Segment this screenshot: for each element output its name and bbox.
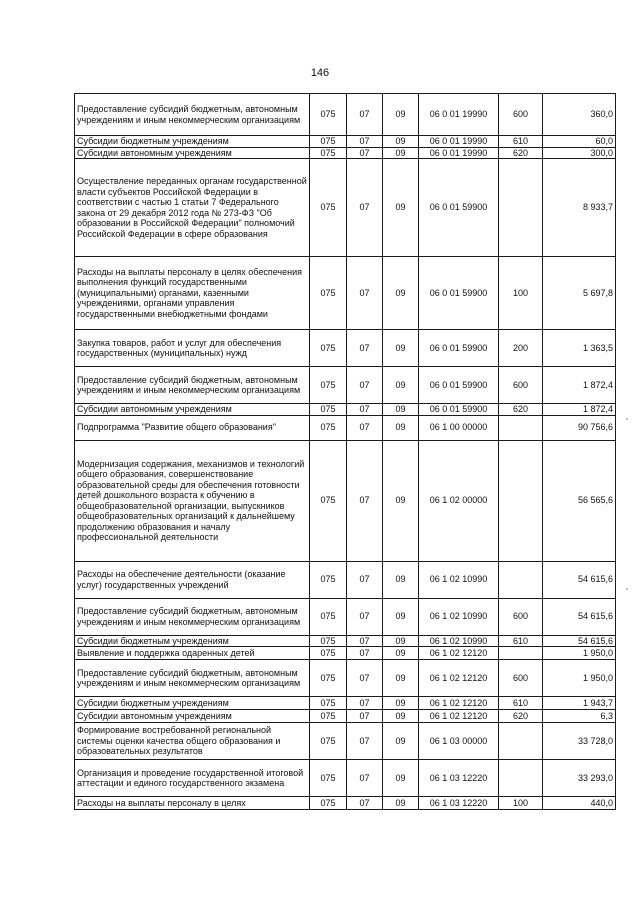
target-code: 06 1 02 12120 [419, 697, 499, 710]
section-code: 07 [347, 330, 383, 367]
ministry-code: 075 [310, 159, 347, 257]
section-code: 07 [347, 136, 383, 148]
target-code: 06 0 01 59900 [419, 404, 499, 416]
expense-type-code [499, 415, 543, 440]
table-row [75, 647, 616, 660]
amount: 1 950,0 [543, 660, 616, 697]
subsection-code: 09 [383, 367, 419, 404]
amount: 54 615,6 [543, 561, 616, 598]
expense-type-code [499, 159, 543, 257]
table-row [75, 94, 616, 136]
row-name: Подпрограмма "Развитие общего образования" [75, 415, 310, 440]
target-code: 06 1 02 12120 [419, 710, 499, 723]
table-row [75, 367, 616, 404]
section-code: 07 [347, 598, 383, 635]
ministry-code: 075 [310, 598, 347, 635]
target-code: 06 0 01 19990 [419, 94, 499, 136]
subsection-code: 09 [383, 723, 419, 760]
row-name: Закупка товаров, работ и услуг для обеспечения государственных (муниципальных) нужд [75, 330, 310, 367]
table-row [75, 723, 616, 760]
target-code: 06 1 03 00000 [419, 723, 499, 760]
expense-type-code: 620 [499, 147, 543, 159]
subsection-code: 09 [383, 660, 419, 697]
row-name: Субсидии бюджетным учреждениям [75, 136, 310, 148]
row-name: Предоставление субсидий бюджетным, автономным учреждениям и иным некоммерческим организациям [75, 660, 310, 697]
target-code: 06 0 01 59900 [419, 367, 499, 404]
amount: 54 615,6 [543, 598, 616, 635]
ministry-code: 075 [310, 647, 347, 660]
table-row [75, 697, 616, 710]
row-name: Модернизация содержания, механизмов и технологий общего образования, совершенствование образовательной среды для обеспечения готовности детей дошкольного возраста к обучению в общеобразовательной организации, выпускников общеобразовательных организаций к дальнейшему продолжению образования и началу профессиональной деятельности [75, 440, 310, 561]
table-row [75, 635, 616, 647]
ministry-code: 075 [310, 697, 347, 710]
table-row [75, 330, 616, 367]
subsection-code: 09 [383, 257, 419, 330]
expense-type-code: 610 [499, 635, 543, 647]
ministry-code: 075 [310, 330, 347, 367]
ministry-code: 075 [310, 797, 347, 810]
subsection-code: 09 [383, 440, 419, 561]
amount: 33 293,0 [543, 760, 616, 797]
amount: 90 756,6 [543, 415, 616, 440]
section-code: 07 [347, 797, 383, 810]
ministry-code: 075 [310, 660, 347, 697]
budget-table [74, 93, 616, 810]
subsection-code: 09 [383, 561, 419, 598]
ministry-code: 075 [310, 404, 347, 416]
ministry-code: 075 [310, 760, 347, 797]
table-row [75, 136, 616, 148]
amount: 1 950,0 [543, 647, 616, 660]
section-code: 07 [347, 697, 383, 710]
target-code: 06 1 03 12220 [419, 797, 499, 810]
table-row [75, 404, 616, 416]
row-name: Предоставление субсидий бюджетным, автономным учреждениям и иным некоммерческим организациям [75, 367, 310, 404]
expense-type-code: 600 [499, 94, 543, 136]
row-name: Предоставление субсидий бюджетным, автономным учреждениям и иным некоммерческим организациям [75, 598, 310, 635]
ministry-code: 075 [310, 440, 347, 561]
amount: 60,0 [543, 136, 616, 148]
section-code: 07 [347, 647, 383, 660]
expense-type-code: 200 [499, 330, 543, 367]
ministry-code: 075 [310, 723, 347, 760]
ministry-code: 075 [310, 415, 347, 440]
table-row [75, 598, 616, 635]
row-name: Выявление и поддержка одаренных детей [75, 647, 310, 660]
table-row [75, 257, 616, 330]
target-code: 06 1 02 10990 [419, 635, 499, 647]
expense-type-code [499, 647, 543, 660]
subsection-code: 09 [383, 760, 419, 797]
row-name: Организация и проведение государственной итоговой аттестации и единого государственного экзамена [75, 760, 310, 797]
amount: 1 943,7 [543, 697, 616, 710]
target-code: 06 0 01 59900 [419, 159, 499, 257]
subsection-code: 09 [383, 797, 419, 810]
target-code: 06 1 02 10990 [419, 598, 499, 635]
expense-type-code: 100 [499, 257, 543, 330]
table-row [75, 760, 616, 797]
ministry-code: 075 [310, 257, 347, 330]
amount: 56 565,6 [543, 440, 616, 561]
target-code: 06 0 01 59900 [419, 257, 499, 330]
section-code: 07 [347, 94, 383, 136]
expense-type-code: 600 [499, 367, 543, 404]
amount: 440,0 [543, 797, 616, 810]
section-code: 07 [347, 723, 383, 760]
subsection-code: 09 [383, 710, 419, 723]
amount: 1 363,5 [543, 330, 616, 367]
section-code: 07 [347, 404, 383, 416]
row-name: Субсидии бюджетным учреждениям [75, 697, 310, 710]
row-name: Субсидии автономным учреждениям [75, 147, 310, 159]
amount: 54 615,6 [543, 635, 616, 647]
section-code: 07 [347, 415, 383, 440]
ministry-code: 075 [310, 635, 347, 647]
ministry-code: 075 [310, 367, 347, 404]
subsection-code: 09 [383, 147, 419, 159]
ministry-code: 075 [310, 710, 347, 723]
section-code: 07 [347, 660, 383, 697]
row-name: Расходы на выплаты персоналу в целях [75, 797, 310, 810]
section-code: 07 [347, 635, 383, 647]
amount: 1 872,4 [543, 404, 616, 416]
ministry-code: 075 [310, 147, 347, 159]
row-name: Расходы на обеспечение деятельности (оказание услуг) государственных учреждений [75, 561, 310, 598]
table-row [75, 440, 616, 561]
ministry-code: 075 [310, 561, 347, 598]
table-row [75, 561, 616, 598]
expense-type-code: 620 [499, 404, 543, 416]
row-name: Субсидии автономным учреждениям [75, 404, 310, 416]
target-code: 06 1 00 00000 [419, 415, 499, 440]
subsection-code: 09 [383, 598, 419, 635]
expense-type-code: 610 [499, 136, 543, 148]
table-row [75, 660, 616, 697]
expense-type-code: 620 [499, 710, 543, 723]
subsection-code: 09 [383, 697, 419, 710]
target-code: 06 1 02 12120 [419, 660, 499, 697]
table-row [75, 159, 616, 257]
subsection-code: 09 [383, 635, 419, 647]
ministry-code: 075 [310, 136, 347, 148]
section-code: 07 [347, 440, 383, 561]
expense-type-code [499, 760, 543, 797]
subsection-code: 09 [383, 159, 419, 257]
expense-type-code [499, 440, 543, 561]
expense-type-code [499, 561, 543, 598]
target-code: 06 1 02 00000 [419, 440, 499, 561]
expense-type-code [499, 723, 543, 760]
amount: 8 933,7 [543, 159, 616, 257]
section-code: 07 [347, 710, 383, 723]
amount: 360,0 [543, 94, 616, 136]
section-code: 07 [347, 760, 383, 797]
row-name: Предоставление субсидий бюджетным, автономным учреждениям и иным некоммерческим организациям [75, 94, 310, 136]
section-code: 07 [347, 147, 383, 159]
target-code: 06 1 03 12220 [419, 760, 499, 797]
subsection-code: 09 [383, 136, 419, 148]
table-row [75, 147, 616, 159]
row-name: Расходы на выплаты персоналу в целях обеспечения выполнения функций государственными (муниципальными) органами, казенными учреждениями, органами управления государственными внебюджетными фондами [75, 257, 310, 330]
expense-type-code: 610 [499, 697, 543, 710]
expense-type-code: 600 [499, 660, 543, 697]
table-row [75, 797, 616, 810]
section-code: 07 [347, 367, 383, 404]
target-code: 06 0 01 59900 [419, 330, 499, 367]
table-row [75, 710, 616, 723]
target-code: 06 1 02 10990 [419, 561, 499, 598]
row-name: Осуществление переданных органам государственной власти субъектов Российской Федерации в соответствии с частью 1 статьи 7 Федерального закона от 29 декабря 2012 года № 273-ФЗ "Об образовании в Российской Федерации" полномочий Российской Федерации в сфере образования [75, 159, 310, 257]
row-name: Субсидии бюджетным учреждениям [75, 635, 310, 647]
amount: 5 697,8 [543, 257, 616, 330]
ministry-code: 075 [310, 94, 347, 136]
subsection-code: 09 [383, 94, 419, 136]
subsection-code: 09 [383, 330, 419, 367]
scan-speck [626, 588, 628, 590]
expense-type-code: 100 [499, 797, 543, 810]
amount: 33 728,0 [543, 723, 616, 760]
subsection-code: 09 [383, 647, 419, 660]
scan-speck [626, 418, 628, 420]
section-code: 07 [347, 257, 383, 330]
row-name: Формирование востребованной региональной системы оценки качества общего образования и образовательных результатов [75, 723, 310, 760]
amount: 6,3 [543, 710, 616, 723]
page-number: 146 [310, 67, 330, 79]
section-code: 07 [347, 159, 383, 257]
expense-type-code: 600 [499, 598, 543, 635]
table-row [75, 415, 616, 440]
target-code: 06 0 01 19990 [419, 147, 499, 159]
amount: 300,0 [543, 147, 616, 159]
subsection-code: 09 [383, 404, 419, 416]
section-code: 07 [347, 561, 383, 598]
row-name: Субсидии автономным учреждениям [75, 710, 310, 723]
subsection-code: 09 [383, 415, 419, 440]
amount: 1 872,4 [543, 367, 616, 404]
target-code: 06 1 02 12120 [419, 647, 499, 660]
target-code: 06 0 01 19990 [419, 136, 499, 148]
